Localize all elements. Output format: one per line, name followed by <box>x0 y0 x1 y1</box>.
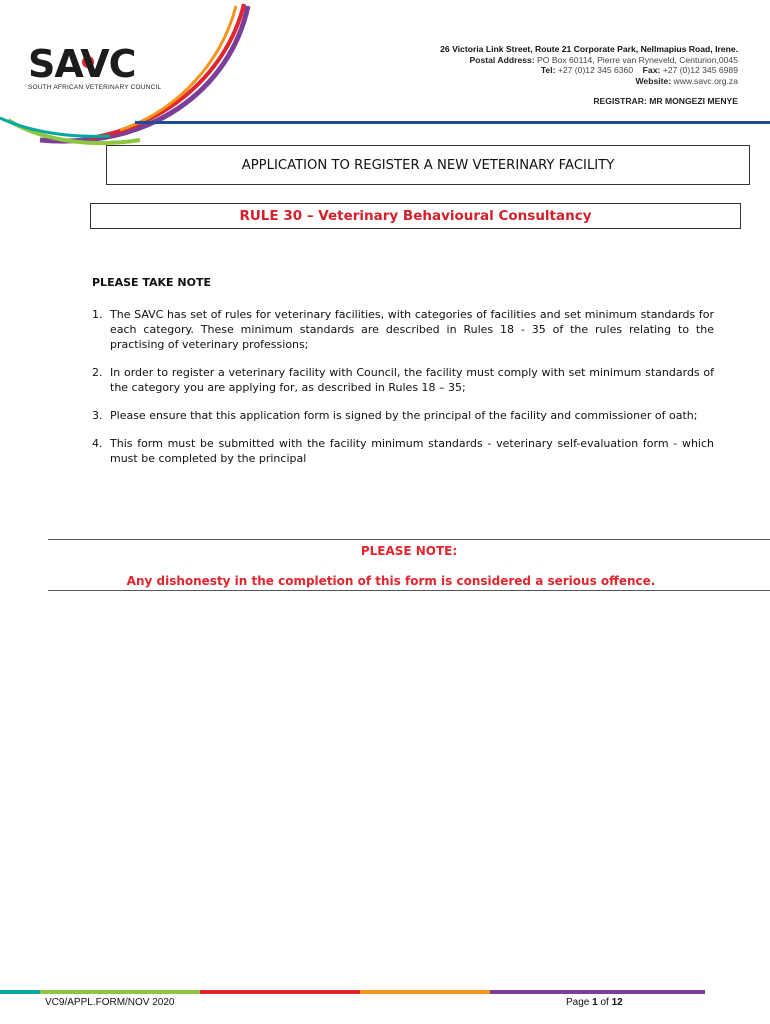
page-of: of <box>597 997 612 1008</box>
list-item <box>92 408 714 423</box>
savc-logo <box>0 0 260 150</box>
notes-list <box>92 307 714 479</box>
postal-label: Postal Address: <box>469 54 535 65</box>
list-item <box>92 365 714 395</box>
list-item-number: 2. <box>92 366 103 379</box>
website-link[interactable]: www.savc.org.za <box>673 75 738 86</box>
phone-line <box>378 65 738 76</box>
page-prefix: Page <box>566 997 593 1008</box>
header-divider <box>135 121 770 124</box>
registrar: REGISTRAR: MR MONGEZI MENYE <box>593 96 738 106</box>
form-code: VC9/APPL.FORM/NOV 2020 <box>45 997 175 1008</box>
page-total: 12 <box>611 997 623 1008</box>
postal-value: PO Box 60114, Pierre van Ryneveld, Centurion,0045 <box>537 54 738 65</box>
list-item <box>92 307 714 352</box>
logo-name: SAVC <box>28 42 136 86</box>
website-line <box>378 76 738 87</box>
street-address: 26 Victoria Link Street, Route 21 Corporate Park, Nellmapius Road, Irene. <box>440 44 738 54</box>
tel-label: Tel: <box>540 65 556 75</box>
list-item-text: In order to register a veterinary facility with Council, the facility must comply with set minimum standards of the category you are applying for, as described in Rules 18 – 35; <box>110 366 714 394</box>
list-item-text: Please ensure that this application form is signed by the principal of the facility and commissioner of oath; <box>110 409 698 422</box>
warning-text: Any dishonesty in the completion of this form is considered a serious offence. <box>126 574 656 588</box>
contact-block <box>378 44 738 86</box>
warning-bottom-rule <box>48 590 770 591</box>
list-item <box>92 436 714 466</box>
page-current: 1 <box>592 997 598 1008</box>
postal-address-line <box>378 55 738 66</box>
rule-title: RULE 30 – Veterinary Behavioural Consultancy <box>239 208 592 224</box>
document-title: APPLICATION TO REGISTER A NEW VETERINARY FACILITY <box>241 157 615 173</box>
logo-subtitle: SOUTH AFRICAN VETERINARY COUNCIL <box>28 84 162 91</box>
fax-label: Fax: <box>642 65 661 75</box>
warning-top-rule <box>48 539 770 540</box>
tel-value: +27 (0)12 345 6360 <box>557 65 634 75</box>
list-item-number: 1. <box>92 308 103 321</box>
fax-value: +27 (0)12 345 6989 <box>662 65 738 75</box>
website-label: Website: <box>635 75 672 86</box>
list-item-number: 4. <box>92 437 103 450</box>
note-heading: PLEASE TAKE NOTE <box>92 276 211 289</box>
list-item-text: The SAVC has set of rules for veterinary facilities, with categories of facilities and set minimum standards for each category. These minimum standards are described in Rules 18 - 35 of the rules relating to the practising of veterinary professions; <box>110 308 714 351</box>
rule-title-box <box>90 203 741 229</box>
page-number <box>566 997 623 1008</box>
list-item-number: 3. <box>92 409 103 422</box>
warning-title: PLEASE NOTE: <box>360 544 458 558</box>
footer-color-bar <box>0 988 705 995</box>
document-title-box <box>106 145 750 185</box>
list-item-text: This form must be submitted with the facility minimum standards - veterinary self-evaluation form - which must be completed by the principal <box>110 437 714 465</box>
